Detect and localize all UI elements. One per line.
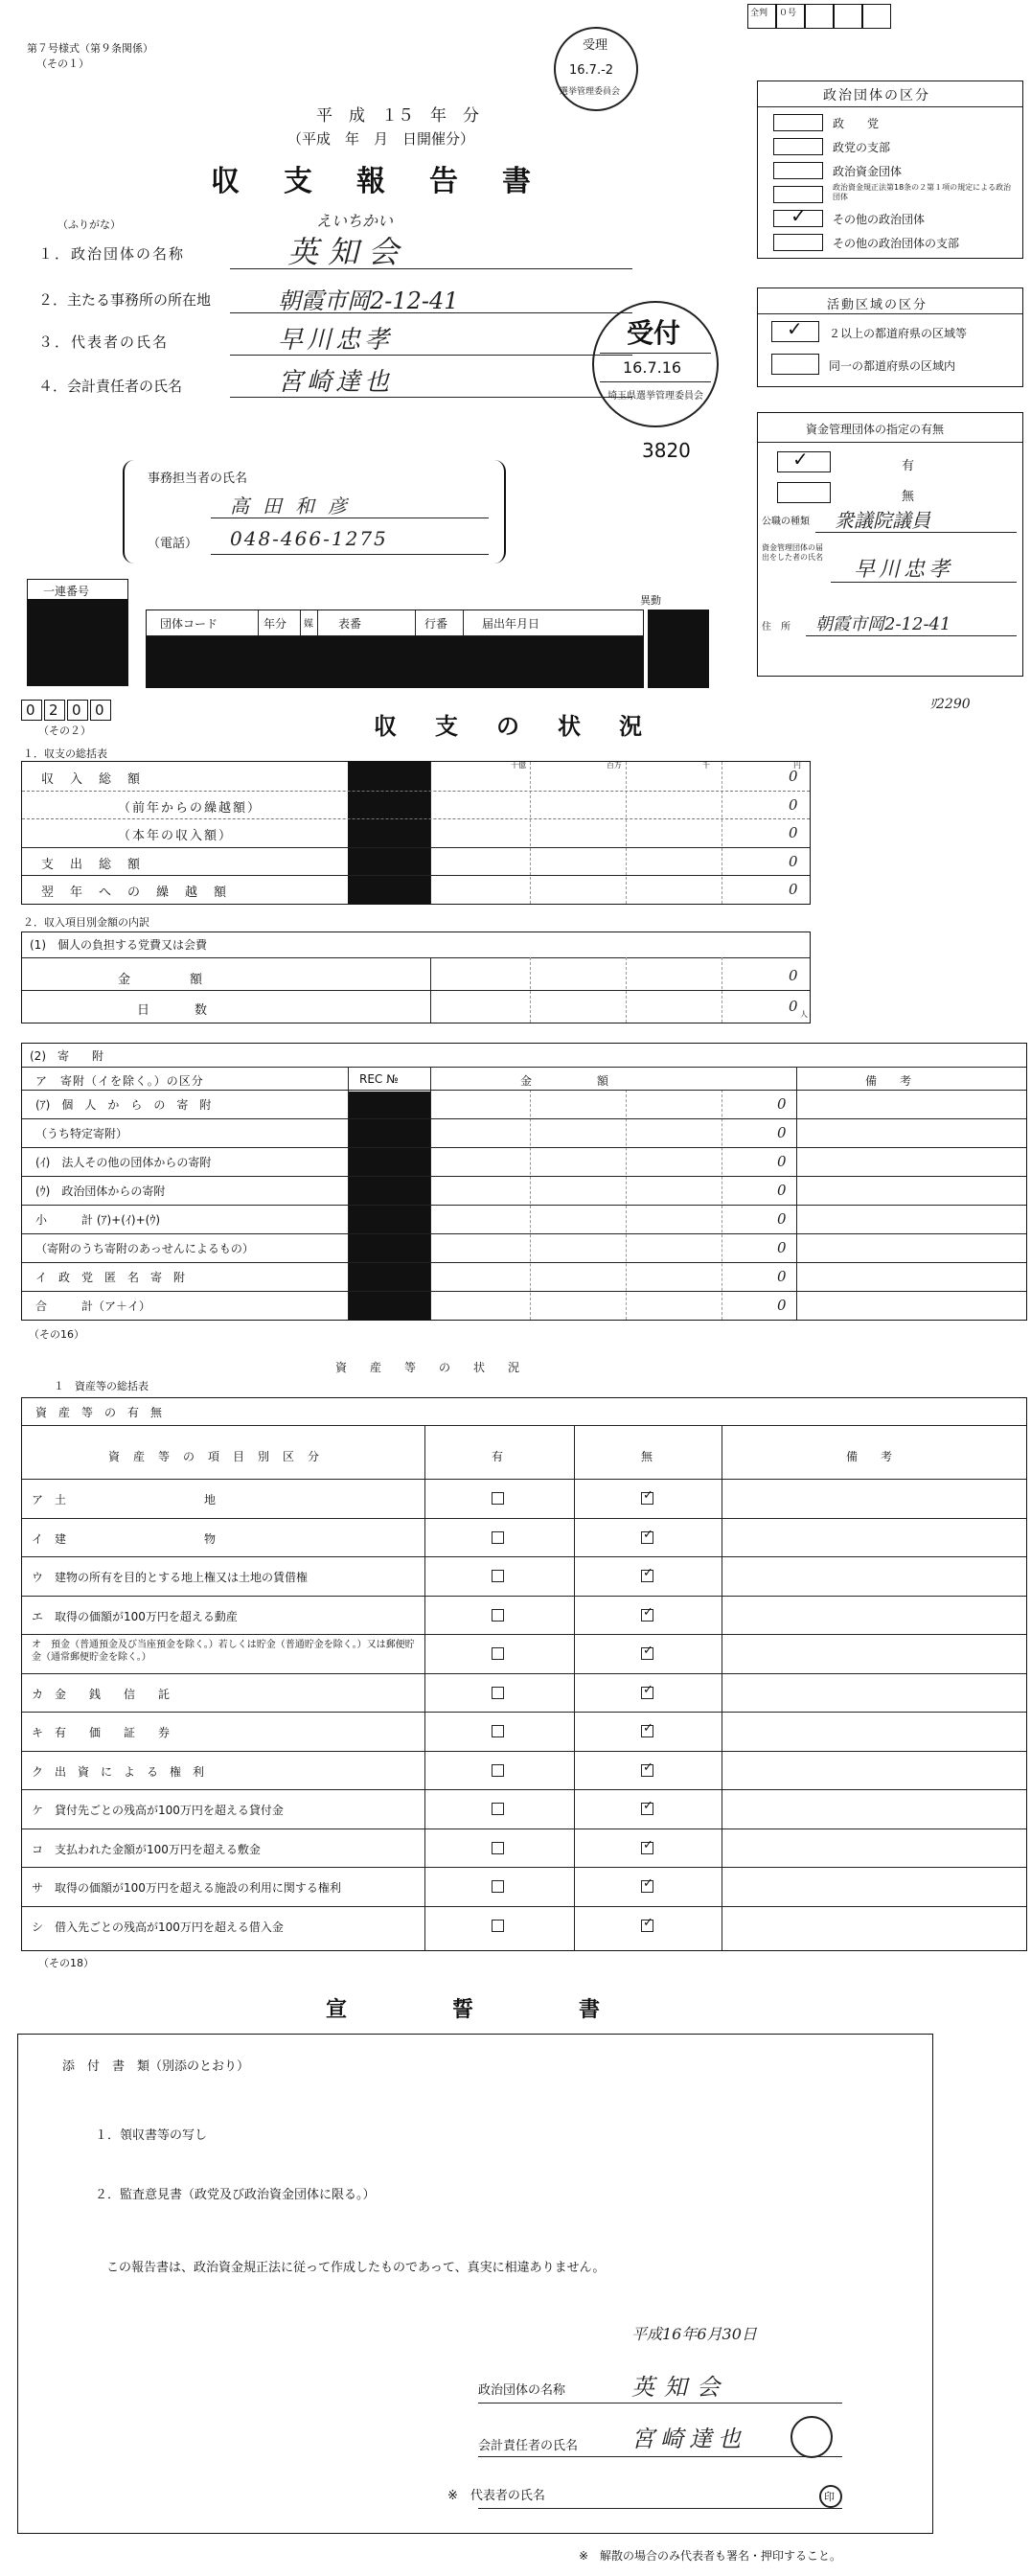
- summary-row-value: 0: [789, 768, 798, 785]
- oath-org-label: 政治団体の名称: [478, 2383, 566, 2398]
- receipt-stamp-top: 受理 16.7.-2 選挙管理委員会: [554, 27, 638, 111]
- oath-org-value: 英知会: [631, 2374, 729, 2401]
- report-title: 収 支 報 告 書: [211, 165, 538, 198]
- check-mark-icon: ✓: [643, 1799, 653, 1813]
- oath-statement: この報告書は、政治資金規正法に従って作成したものであって、真実に相違ありません。: [106, 2261, 606, 2275]
- asset-has-checkbox[interactable]: [492, 1492, 504, 1505]
- page2-sub: （その２）: [38, 724, 91, 737]
- asset-row-label: ク 出 資 に よ る 権 利: [32, 1764, 205, 1779]
- oath-footnote: ※ 解散の場合のみ代表者も署名・押印すること。: [579, 2549, 842, 2563]
- oath-item2: ２．監査意見書（政党及び政治資金団体に限る。）: [95, 2188, 376, 2202]
- year-line: 平 成 １５ 年 分: [316, 106, 479, 126]
- rep-seal-icon: 印: [819, 2485, 842, 2508]
- asset-row-label: ア 土 地: [32, 1493, 217, 1506]
- check-mark-icon: ✓: [643, 1682, 653, 1697]
- org-type-panel: [757, 80, 1023, 259]
- donation-header-amount: 金 額: [520, 1074, 613, 1088]
- check-mark-icon: ✓: [643, 1915, 653, 1930]
- designator-label: 資金管理団体の届出をした者の氏名: [762, 543, 823, 562]
- org-type-check-1[interactable]: [773, 138, 823, 155]
- assets-header-category: 資 産 等 の 項 目 別 区 分: [108, 1450, 321, 1463]
- asset-row-label: カ 金 銭 信 託: [32, 1687, 171, 1701]
- fund-no-label: 無: [902, 490, 915, 504]
- asset-has-checkbox[interactable]: [492, 1725, 504, 1737]
- dues-amount-value: 0: [789, 967, 798, 984]
- donation-row-label: （寄附のうち寄附のあっせんによるもの）: [35, 1242, 254, 1255]
- asset-none-checkbox[interactable]: [641, 1527, 653, 1544]
- furigana-label: （ふりがな）: [57, 218, 121, 231]
- donation-title: (2) 寄 附: [30, 1049, 103, 1063]
- org-type-check-3[interactable]: [773, 186, 823, 203]
- donation-row-label: (ｱ) 個 人 か ら の 寄 附: [35, 1098, 212, 1112]
- check-mark-icon: ✓: [643, 1721, 653, 1736]
- donation-row-value: 0: [777, 1268, 787, 1285]
- org-type-label-0: 政 党: [833, 117, 880, 130]
- asset-none-checkbox[interactable]: [641, 1604, 653, 1622]
- donation-row-value: 0: [777, 1239, 787, 1256]
- summary-table: 十億 百万 千 円 収 入 総 額 0 （前年からの繰越額） 0 （本年の収入額） 0 支 出 総 額 0 翌 年 へ の 繰 越 額 0: [21, 761, 811, 905]
- check-mark-icon: ✓: [787, 317, 803, 340]
- contact-tel-label: （電話）: [148, 537, 198, 551]
- assets-table: [21, 1397, 1027, 1951]
- check-mark-icon: ✓: [792, 448, 809, 471]
- code-row-box: 団体コード 年分 媒 表番 行番 届出年月日: [146, 610, 644, 688]
- assets-header-notes: 備 考: [846, 1450, 893, 1463]
- acct-label: ４．会計責任者の氏名: [38, 378, 183, 395]
- form-label: 第７号様式（第９条関係）: [27, 42, 153, 55]
- donation-row-value: 0: [777, 1124, 787, 1141]
- acct-value: 宮崎達也: [278, 368, 394, 397]
- org-type-check-0[interactable]: [773, 114, 823, 131]
- donation-row-label: (ｲ) 法人その他の団体からの寄附: [35, 1156, 212, 1169]
- change-label: 異動: [640, 594, 661, 607]
- fund-mgmt-panel: [757, 412, 1023, 677]
- asset-has-checkbox[interactable]: [492, 1803, 504, 1815]
- activity-area-panel: [757, 288, 1023, 387]
- receipt-stamp-main: 受付 16.7.16 埼玉県選挙管理委員会: [592, 301, 719, 427]
- asset-has-checkbox[interactable]: [492, 1920, 504, 1932]
- sec2-label: ２．収入項目別金額の内訳: [23, 916, 149, 929]
- asset-row-label: ウ 建物の所有を目的とする地上権又は土地の賃借権: [32, 1571, 309, 1584]
- fund-title: 資金管理団体の指定の有無: [806, 423, 945, 436]
- org-type-label-3: 政治資金規正法第18条の２第１項の規定による政治団体: [833, 183, 1012, 201]
- asset-none-checkbox[interactable]: [641, 1566, 653, 1582]
- contact-box: [123, 460, 506, 564]
- assets-header-has: 有: [492, 1450, 504, 1463]
- designator-value: 早川忠孝: [854, 558, 954, 582]
- summary-row-value: 0: [789, 824, 798, 842]
- asset-row-label: シ 借入先ごとの残高が100万円を超える借入金: [32, 1920, 284, 1934]
- asset-has-checkbox[interactable]: [492, 1570, 504, 1582]
- change-blackout: [648, 610, 709, 688]
- contact-tel: 048-466-1275: [230, 527, 388, 550]
- check-mark-icon: ✓: [643, 1760, 653, 1775]
- year-sub: （平成 年 月 日開催分）: [287, 130, 475, 148]
- office-type-label: 公職の種類: [762, 517, 810, 527]
- asset-none-checkbox[interactable]: [641, 1644, 653, 1660]
- donation-row-label: (ｳ) 政治団体からの寄附: [35, 1184, 166, 1198]
- asset-none-checkbox[interactable]: [641, 1760, 653, 1777]
- summary-row-value: 0: [789, 795, 798, 814]
- asset-has-checkbox[interactable]: [492, 1842, 504, 1854]
- asset-has-checkbox[interactable]: [492, 1880, 504, 1893]
- asset-row-label: ケ 貸付先ごとの残高が100万円を超える貸付金: [32, 1804, 284, 1817]
- donation-row-value: 0: [777, 1297, 787, 1314]
- office-value: 朝霞市岡2-12-41: [278, 288, 459, 314]
- donation-table: [21, 1043, 1027, 1321]
- asset-none-checkbox[interactable]: [641, 1837, 653, 1854]
- office-type-value: 衆議院議員: [835, 509, 930, 532]
- asset-row-label: オ 預金（普通預金及び当座預金を除く。）若しくは貯金（普通貯金を除く。）又は郵便貯金（通常郵便貯金を除く。）: [32, 1640, 415, 1663]
- activity-check-1[interactable]: [771, 354, 819, 375]
- summary-row-label: 収 入 総 額: [41, 772, 143, 787]
- asset-has-checkbox[interactable]: [492, 1647, 504, 1660]
- summary-row-label: （前年からの繰越額）: [118, 800, 263, 816]
- check-mark-icon: ✓: [643, 1644, 653, 1658]
- summary-row-value: 0: [789, 852, 798, 870]
- asset-none-checkbox[interactable]: [641, 1721, 653, 1737]
- asset-none-checkbox[interactable]: [641, 1876, 653, 1893]
- summary-row-value: 0: [789, 881, 798, 899]
- donation-row-value: 0: [777, 1210, 787, 1228]
- activity-label-1: 同一の都道府県の区域内: [829, 359, 956, 373]
- activity-title: 活動区域の区分: [827, 298, 928, 312]
- summary-row-label: （本年の収入額）: [118, 829, 234, 844]
- oath-box: [17, 2034, 933, 2534]
- summary-row-label: 翌 年 へ の 繰 越 額: [41, 886, 229, 901]
- asset-none-checkbox[interactable]: [641, 1488, 653, 1505]
- donation-row-value: 0: [777, 1095, 787, 1113]
- contact-label: 事務担当者の氏名: [148, 472, 248, 486]
- asset-row-label: コ 支払われた金額が100万円を超える敷金: [32, 1842, 261, 1856]
- assets-header-none: 無: [641, 1450, 653, 1463]
- oath-attach: 添 付 書 類（別添のとおり）: [62, 2059, 250, 2074]
- oath-item1: １．領収書等の写し: [95, 2128, 208, 2143]
- office-label: ２．主たる事務所の所在地: [38, 291, 212, 309]
- org-type-label-1: 政党の支部: [833, 141, 891, 154]
- org-type-label-4: その他の政治団体: [833, 213, 926, 226]
- oath-rep-label: ※ 代表者の氏名: [447, 2489, 545, 2503]
- name-label: １．政治団体の名称: [38, 245, 186, 263]
- donation-row-value: 0: [777, 1182, 787, 1199]
- oath-title: 宣 誓 書: [326, 1998, 622, 2022]
- asset-none-checkbox[interactable]: [641, 1682, 653, 1699]
- asset-none-checkbox[interactable]: [641, 1799, 653, 1815]
- sub16: （その16）: [29, 1328, 84, 1341]
- asset-has-checkbox[interactable]: [492, 1609, 504, 1622]
- donation-row-label: 小 計 (ｱ)+(ｲ)+(ｳ): [35, 1213, 161, 1227]
- oath-date: 平成16年6月30日: [631, 2325, 757, 2343]
- assets-sec1: １ 資産等の総括表: [54, 1380, 149, 1392]
- asset-none-checkbox[interactable]: [641, 1915, 653, 1932]
- serial-label-box: 一連番号: [27, 579, 128, 600]
- oath-acct-value: 宮崎達也: [631, 2426, 746, 2452]
- fund-address-label: 住 所: [762, 622, 790, 632]
- rep-value: 早川忠孝: [278, 326, 394, 355]
- org-type-check-2[interactable]: [773, 162, 823, 179]
- oath-acct-label: 会計責任者の氏名: [478, 2439, 579, 2453]
- donation-row-value: 0: [777, 1153, 787, 1170]
- donation-row-label: （うち特定寄附）: [35, 1127, 128, 1140]
- donation-header-notes: 備 考: [865, 1074, 912, 1088]
- dues-count-value: 0: [789, 998, 798, 1015]
- sec1-label: １．収支の総括表: [23, 748, 107, 760]
- donation-header-type: ア 寄附（イを除く。）の区分: [35, 1074, 204, 1088]
- check-mark-icon: ✓: [643, 1488, 653, 1503]
- org-type-check-5[interactable]: [773, 234, 823, 251]
- acct-seal-icon: [790, 2416, 833, 2458]
- page2-title: 収 支 の 状 況: [374, 713, 650, 740]
- contact-name: 高田和彦: [230, 494, 360, 518]
- activity-label-0: ２以上の都道府県の区域等: [829, 327, 968, 340]
- assets-title: 資 産 等 の 状 況: [335, 1361, 526, 1374]
- furigana-value: えいちかい: [316, 212, 394, 230]
- asset-row-label: キ 有 価 証 券: [32, 1726, 171, 1739]
- check-mark-icon: ✓: [643, 1604, 653, 1620]
- dues-amount-label: 金 額: [118, 973, 205, 987]
- asset-has-checkbox[interactable]: [492, 1687, 504, 1699]
- check-mark-icon: ✓: [643, 1566, 653, 1580]
- dues-count-label: 日 数: [137, 1003, 210, 1018]
- sub18: （その18）: [38, 1957, 94, 1969]
- name-value: 英知会: [287, 234, 409, 270]
- form-sub: （その１）: [36, 58, 89, 70]
- asset-row-label: エ 取得の価額が100万円を超える動産: [32, 1609, 238, 1623]
- asset-row-label: イ 建 物: [32, 1531, 217, 1546]
- check-mark-icon: ✓: [643, 1876, 653, 1891]
- org-type-label-5: その他の政治団体の支部: [833, 237, 960, 250]
- serial-blackout: [27, 600, 128, 686]
- fund-no-check[interactable]: [777, 482, 831, 503]
- fund-yes-label: 有: [902, 459, 915, 473]
- assets-presence-label: 資 産 等 の 有 無: [35, 1406, 163, 1419]
- check-mark-icon: ✓: [643, 1527, 653, 1542]
- summary-row-label: 支 出 総 額: [41, 857, 143, 872]
- org-type-title: 政治団体の区分: [823, 88, 930, 104]
- org-type-label-2: 政治資金団体: [833, 165, 903, 178]
- fund-address-value: 朝霞市岡2-12-41: [815, 614, 951, 634]
- dues-title: (1) 個人の負担する党費又は会費: [30, 938, 207, 952]
- asset-has-checkbox[interactable]: [492, 1764, 504, 1777]
- doc-number: 3820: [642, 439, 691, 462]
- dues-table: (1) 個人の負担する党費又は会費 金 額 0 日 数 0 人: [21, 932, 811, 1024]
- check-mark-icon: ✓: [643, 1837, 653, 1852]
- asset-row-label: サ 取得の価額が100万円を超える施設の利用に関する権利: [32, 1881, 341, 1895]
- donation-header-rec: REC №: [359, 1072, 399, 1086]
- donation-row-label: イ 政 党 匿 名 寄 附: [35, 1271, 186, 1284]
- donation-row-label: 合 計（ア＋イ）: [35, 1300, 151, 1313]
- side-number: ﾘ2290: [929, 697, 971, 712]
- asset-has-checkbox[interactable]: [492, 1531, 504, 1544]
- check-mark-icon: ✓: [790, 204, 807, 227]
- rep-label: ３．代表者の氏名: [38, 334, 170, 351]
